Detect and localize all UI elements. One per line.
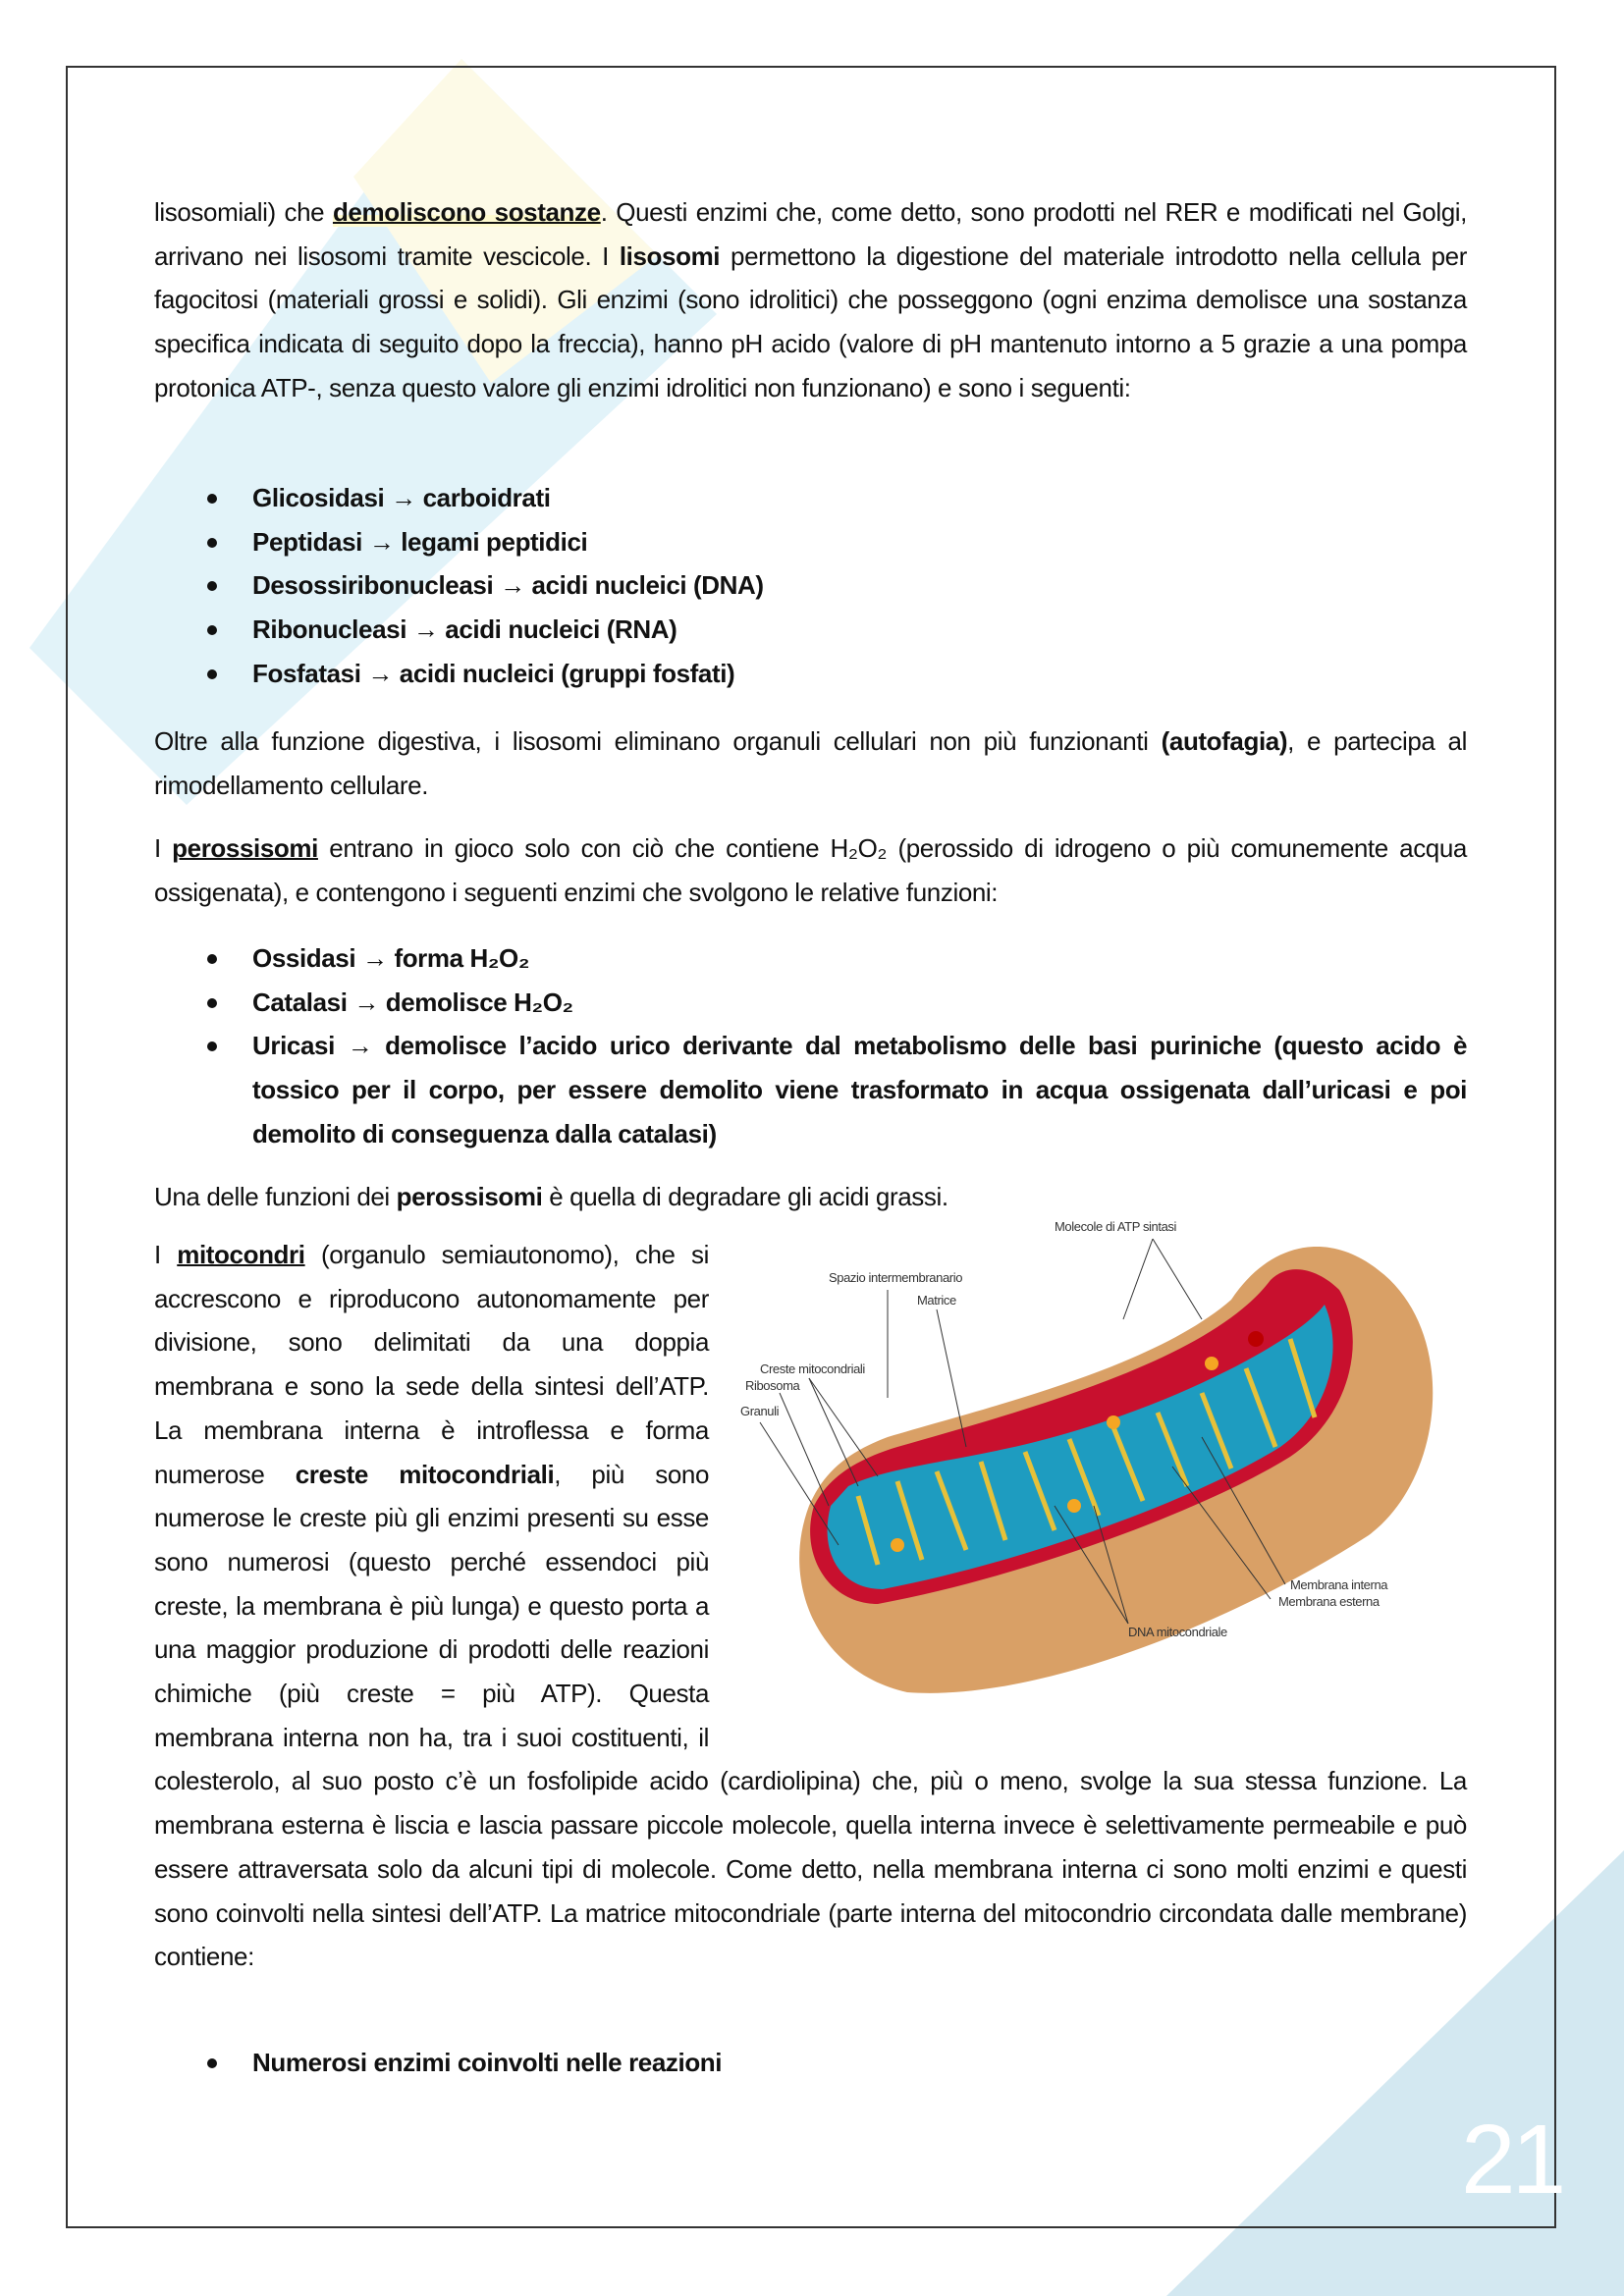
label-atp-sintasi: Molecole di ATP sintasi	[1055, 1219, 1176, 1234]
list-item: Catalasi → demolisce H₂O₂	[154, 981, 1467, 1025]
list-item: Uricasi → demolisce l’acido urico derivante dal metabolismo delle basi puriniche (questo acido è tossico per il corpo, per essere demolito viene trasformato in acqua ossigenata dall’uricasi e poi demolito di conseguenza dalla catalasi)	[154, 1024, 1467, 1155]
list-item: Ribonucleasi → acidi nucleici (RNA)	[154, 608, 1467, 652]
list-item: Fosfatasi → acidi nucleici (gruppi fosfati)	[154, 652, 1467, 696]
label-creste: Creste mitocondriali	[760, 1362, 865, 1376]
emphasis: mitocondri	[177, 1240, 305, 1269]
label-matrice: Matrice	[917, 1293, 956, 1308]
list-perossisomi-enzymes	[154, 936, 1467, 1156]
text: , e partecipa al rimodellamento cellulare.	[154, 726, 1467, 800]
list-lisosomi-enzymes	[154, 476, 1467, 696]
paragraph-lisosomi	[154, 190, 1467, 410]
list-item: Ossidasi → forma H₂O₂	[154, 936, 1467, 981]
text: . Questi enzimi che, come detto, sono prodotti nel RER e modificati nel Golgi, arrivano nei lisosomi tramite vescicole. I	[154, 197, 1467, 271]
list-item: Glicosidasi → carboidrati	[154, 476, 1467, 520]
mitochondrion-diagram	[740, 1219, 1467, 1716]
emphasis: lisosomi	[619, 240, 721, 271]
text: , più sono numerose le creste più gli enzimi presenti su esse sono numerosi (questo perché essendoci più creste, la membrana è più lunga) e questo porta a una maggior produzione di prodotti delle reazioni chimiche (più creste = più ATP). Questa membrana interna non ha, tra i suoi costituenti, il colesterolo, al suo posto c’è un fosfolipide acido (cardiolipina) che, più o meno, svolge la sua stessa funzione. La membrana esterna è liscia e lascia passare piccole molecole, quella interna invece è selettivamente permeabile e può essere attraversata solo da alcuni tipi di molecole. Come detto, nella membrana interna ci sono molti enzimi e questi sono coinvolti nella sintesi dell’ATP. La matrice mitocondriale (parte interna del mitocondrio circondata dalle membrane) contiene:	[154, 1459, 1467, 1972]
list-item: Numerosi enzimi coinvolti nelle reazioni	[154, 2041, 1467, 2085]
label-ribosoma: Ribosoma	[745, 1378, 800, 1393]
list-matrice	[154, 2041, 1467, 2085]
label-granuli: Granuli	[740, 1404, 780, 1418]
emphasis: perossisomi	[396, 1182, 543, 1211]
emphasis: creste mitocondriali	[295, 1459, 555, 1489]
label-membrana-esterna: Membrana esterna	[1278, 1594, 1380, 1609]
paragraph-perossisomi	[154, 827, 1467, 914]
emphasis: perossisomi	[172, 833, 318, 863]
list-item: Desossiribonucleasi → acidi nucleici (DNA)	[154, 563, 1467, 608]
text: lisosomiali) che	[154, 197, 333, 227]
emphasis: (autofagia)	[1161, 726, 1288, 756]
label-spazio: Spazio intermembranario	[829, 1270, 963, 1285]
label-membrana-interna: Membrana interna	[1290, 1577, 1388, 1592]
text: Oltre alla funzione digestiva, i lisosomi eliminano organuli cellulari non più funzionanti	[154, 726, 1162, 756]
paragraph-mitocondri	[154, 1219, 1467, 1979]
list-item: Peptidasi → legami peptidici	[154, 520, 1467, 564]
text: (organulo semiautonomo), che si accrescono e riproducono autonomamente per divisione, sono delimitati da una doppia membrana e sono la sede della sintesi dell’ATP. La membrana interna è introflessa e forma numerose	[154, 1240, 710, 1489]
text: I	[154, 1240, 178, 1269]
label-dna: DNA mitocondriale	[1128, 1625, 1227, 1639]
mitochondrion-illustration	[799, 1247, 1433, 1693]
page-number: 21	[1461, 2105, 1563, 2215]
text: è quella di degradare gli acidi grassi.	[542, 1182, 948, 1211]
paragraph-autofagia	[154, 720, 1467, 807]
text: Una delle funzioni dei	[154, 1182, 397, 1211]
text: entrano in gioco solo con ciò che contiene H₂O₂ (perossido di idrogeno o più comunemente acqua ossigenata), e contengono i seguenti enzimi che svolgono le relative funzioni:	[154, 833, 1467, 907]
text: permettono la digestione del materiale introdotto nella cellula per fagocitosi (materiali grossi e solidi). Gli enzimi (sono idrolitici) che posseggono (ogni enzima demolisce una sostanza specifica indicata di seguito dopo la freccia), hanno pH acido (valore di pH mantenuto intorno a 5 grazie a una pompa protonica ATP-, senza questo valore gli enzimi idrolitici non funzionano) e sono i seguenti:	[154, 240, 1467, 402]
text: I	[154, 833, 173, 863]
emphasis: demoliscono sostanze	[332, 197, 601, 227]
